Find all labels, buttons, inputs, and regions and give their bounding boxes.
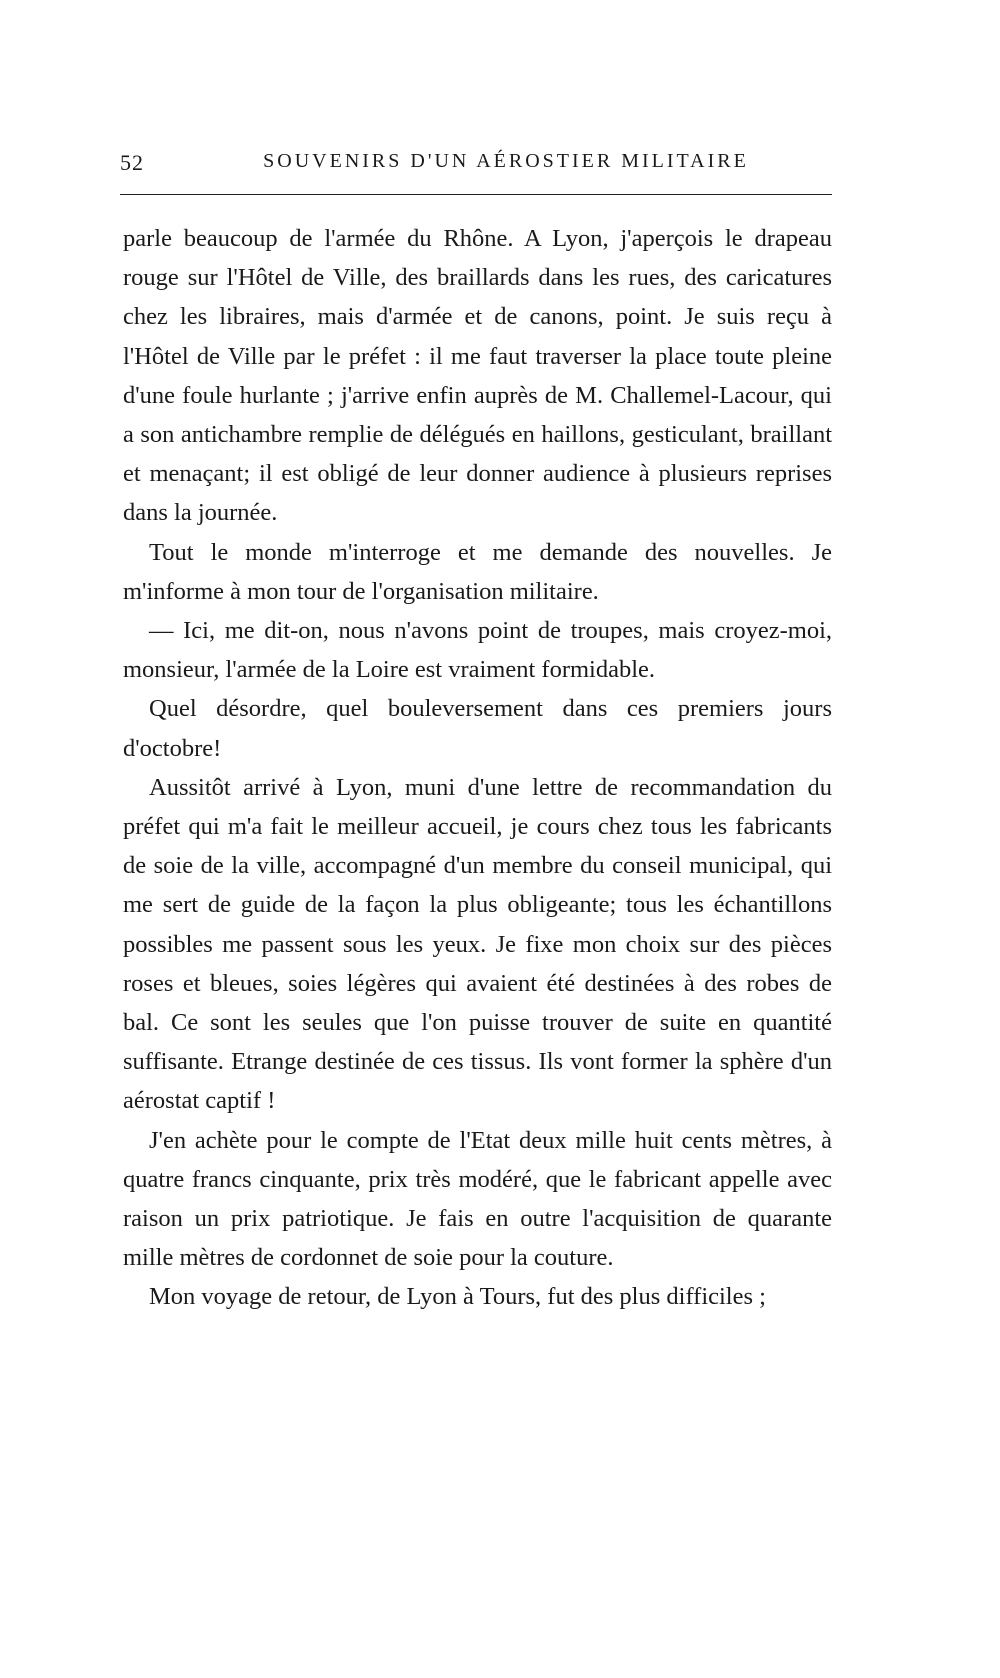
paragraph-dialogue: — Ici, me dit-on, nous n'avons point de troupes, mais croyez-moi, monsieur, l'armée de la Loire est vraiment formidable.: [123, 617, 832, 684]
paragraph: Mon voyage de retour, de Lyon à Tours, fut des plus difficiles ;: [149, 1283, 766, 1311]
page-number: 52: [120, 150, 144, 175]
header-rule: [120, 194, 832, 195]
running-head: [120, 150, 832, 180]
body-text: [123, 219, 832, 1317]
paragraph: Aussitôt arrivé à Lyon, muni d'une lettre de recommandation du préfet qui m'a fait le meilleur accueil, je cours chez tous les fabricants de soie de la ville, accompagné d'un membre du conseil municipal, qui me sert de guide de la façon la plus obligeante; tous les échantillons possibles me passent sous les yeux. Je fixe mon choix sur des pièces roses et bleues, soies légères qui avaient été destinées à des robes de bal. Ce sont les seules que l'on puisse trouver de suite en quantité suffisante. Etrange destinée de ces tissus. Ils vont former la sphère d'un aérostat captif !: [123, 773, 832, 1115]
paragraph: J'en achète pour le compte de l'Etat deux mille huit cents mètres, à quatre francs cinquante, prix très modéré, que le fabricant appelle avec raison un prix patriotique. Je fais en outre l'acquisition de quarante mille mètres de cordonnet de soie pour la couture.: [123, 1126, 832, 1272]
paragraph: Tout le monde m'interroge et me demande des nouvelles. Je m'informe à mon tour de l'organisation militaire.: [123, 538, 832, 605]
paragraph: Quel désordre, quel bouleversement dans ces premiers jours d'octobre!: [123, 695, 832, 762]
paragraph-continued: parle beaucoup de l'armée du Rhône. A Lyon, j'aperçois le drapeau rouge sur l'Hôtel de Ville, des braillards dans les rues, des caricatures chez les libraires, mais d'armée et de canons, point. Je suis reçu à l'Hôtel de Ville par le préfet : il me faut traverser la place toute pleine d'une foule hurlante ; j'arrive enfin auprès de M. Challemel-Lacour, qui a son antichambre remplie de délégués en haillons, gesticulant, braillant et menaçant; il est obligé de leur donner audience à plusieurs reprises dans la journée.: [123, 225, 832, 527]
running-title: SOUVENIRS D'UN AÉROSTIER MILITAIRE: [263, 150, 749, 172]
